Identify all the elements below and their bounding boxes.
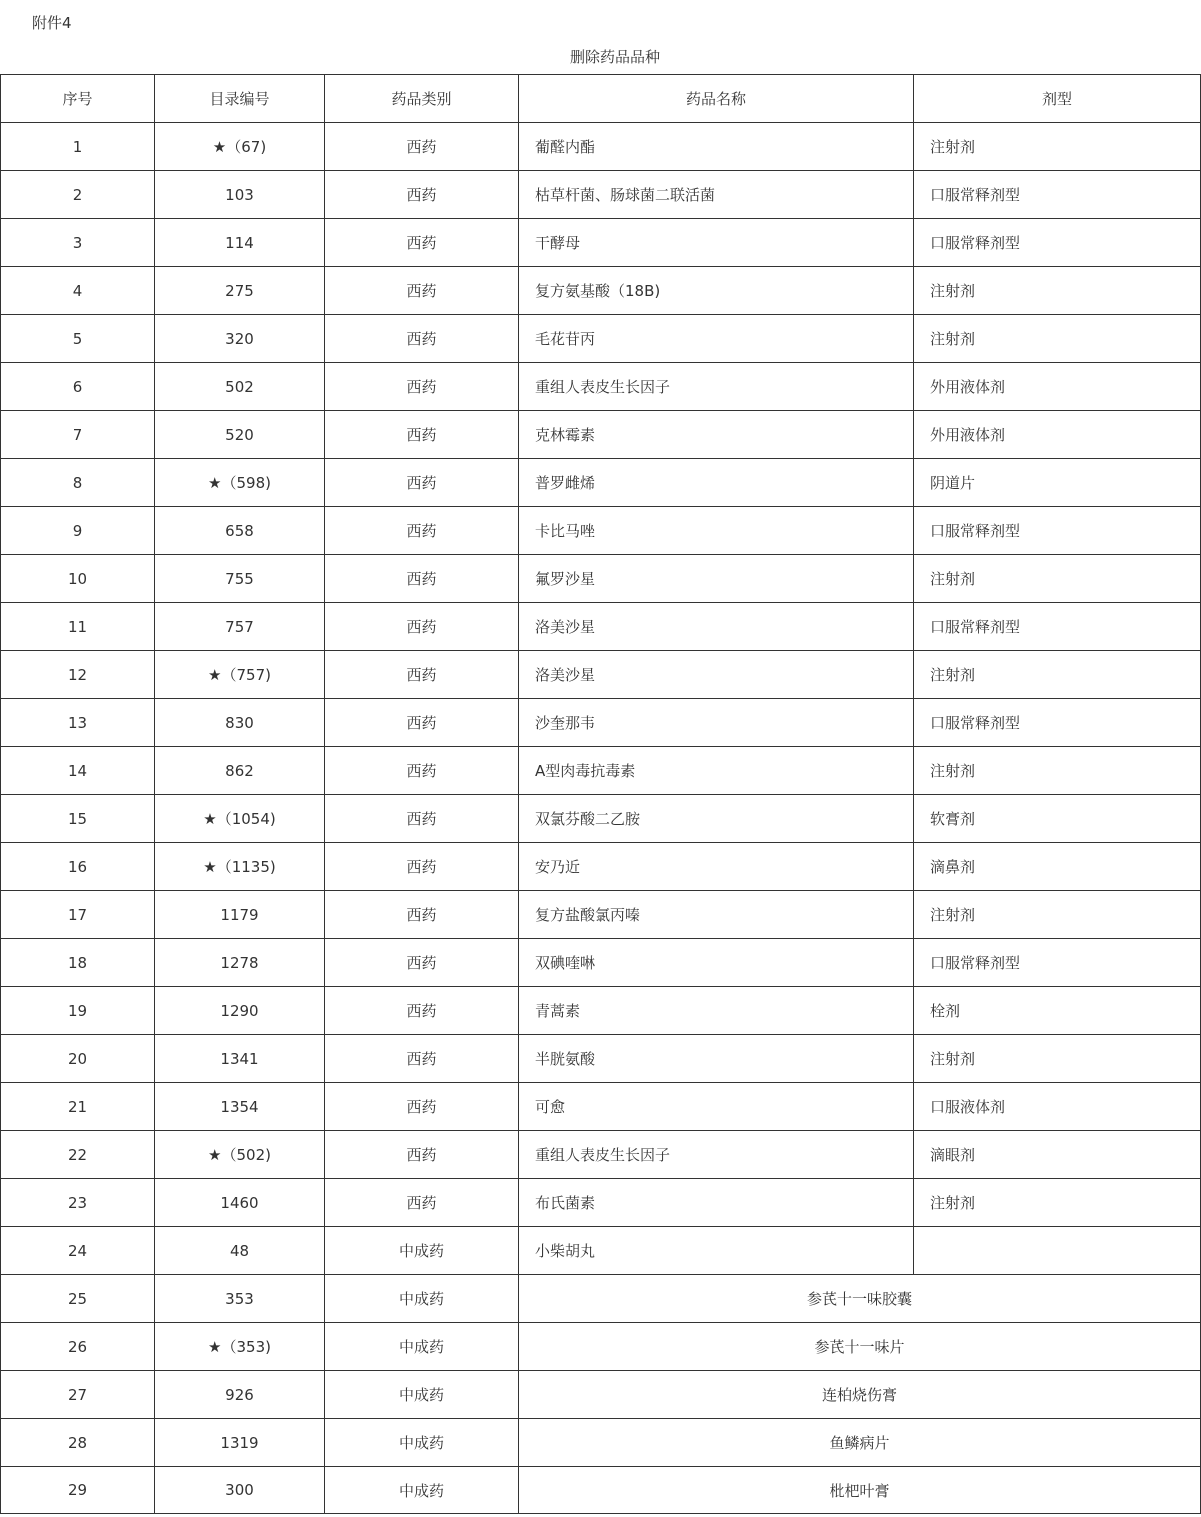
cell-drug-name: 鱼鳞病片 [519,1419,1201,1467]
header-catalog-number: 目录编号 [155,75,325,123]
table-row [1,219,1201,267]
cell-drug-name: 重组人表皮生长因子 [519,1131,914,1179]
cell-index: 13 [1,699,155,747]
cell-index: 24 [1,1227,155,1275]
cell-drug-category: 西药 [325,363,519,411]
cell-drug-category: 西药 [325,555,519,603]
cell-index: 21 [1,1083,155,1131]
cell-drug-name: 复方盐酸氯丙嗪 [519,891,914,939]
header-dosage-form: 剂型 [914,75,1201,123]
cell-drug-name: 克林霉素 [519,411,914,459]
cell-index: 7 [1,411,155,459]
cell-drug-category: 西药 [325,123,519,171]
cell-drug-name: 双碘喹啉 [519,939,914,987]
cell-catalog-number: 48 [155,1227,325,1275]
table-body [1,123,1201,1514]
cell-dosage-form: 注射剂 [914,315,1201,363]
cell-dosage-form: 注射剂 [914,891,1201,939]
cell-dosage-form: 口服常释剂型 [914,699,1201,747]
cell-drug-name: 枇杷叶膏 [519,1467,1201,1514]
cell-dosage-form: 口服液体剂 [914,1083,1201,1131]
cell-drug-name: 干酵母 [519,219,914,267]
cell-dosage-form: 滴鼻剂 [914,843,1201,891]
cell-drug-name: 参芪十一味片 [519,1323,1201,1371]
cell-index: 12 [1,651,155,699]
cell-index: 28 [1,1419,155,1467]
cell-catalog-number: 353 [155,1275,325,1323]
cell-drug-name: 半胱氨酸 [519,1035,914,1083]
cell-drug-category: 西药 [325,795,519,843]
table-row [1,1275,1201,1323]
table-row [1,747,1201,795]
cell-index: 8 [1,459,155,507]
cell-dosage-form: 注射剂 [914,1179,1201,1227]
cell-catalog-number: 658 [155,507,325,555]
cell-dosage-form: 口服常释剂型 [914,603,1201,651]
cell-drug-name: 葡醛内酯 [519,123,914,171]
cell-drug-name: A型肉毒抗毒素 [519,747,914,795]
drug-table [0,74,1201,1514]
cell-catalog-number: 103 [155,171,325,219]
cell-index: 4 [1,267,155,315]
cell-drug-category: 西药 [325,507,519,555]
cell-drug-category: 西药 [325,651,519,699]
cell-index: 3 [1,219,155,267]
cell-drug-name: 青蒿素 [519,987,914,1035]
cell-dosage-form: 栓剂 [914,987,1201,1035]
cell-index: 18 [1,939,155,987]
cell-drug-category: 中成药 [325,1419,519,1467]
cell-catalog-number: 1290 [155,987,325,1035]
table-row [1,123,1201,171]
cell-drug-name: 普罗雌烯 [519,459,914,507]
cell-drug-name: 毛花苷丙 [519,315,914,363]
cell-drug-category: 西药 [325,219,519,267]
cell-dosage-form [914,1227,1201,1275]
table-row [1,1419,1201,1467]
table-row [1,1083,1201,1131]
cell-index: 17 [1,891,155,939]
cell-dosage-form: 口服常释剂型 [914,219,1201,267]
cell-drug-name: 沙奎那韦 [519,699,914,747]
table-row [1,267,1201,315]
cell-index: 23 [1,1179,155,1227]
cell-index: 25 [1,1275,155,1323]
table-row [1,1323,1201,1371]
cell-drug-name: 卡比马唑 [519,507,914,555]
cell-drug-name: 安乃近 [519,843,914,891]
table-title: 删除药品品种 [569,48,660,66]
cell-index: 14 [1,747,155,795]
cell-catalog-number: ★（1135) [155,843,325,891]
cell-dosage-form: 注射剂 [914,651,1201,699]
cell-index: 10 [1,555,155,603]
cell-catalog-number: ★（1054) [155,795,325,843]
cell-catalog-number: 1319 [155,1419,325,1467]
cell-drug-category: 西药 [325,843,519,891]
table-row [1,699,1201,747]
cell-catalog-number: 755 [155,555,325,603]
cell-drug-name: 参芪十一味胶囊 [519,1275,1201,1323]
cell-drug-name: 枯草杆菌、肠球菌二联活菌 [519,171,914,219]
cell-dosage-form: 滴眼剂 [914,1131,1201,1179]
cell-drug-name: 可愈 [519,1083,914,1131]
cell-index: 5 [1,315,155,363]
cell-catalog-number: 926 [155,1371,325,1419]
cell-catalog-number: 275 [155,267,325,315]
cell-index: 20 [1,1035,155,1083]
cell-drug-category: 西药 [325,1131,519,1179]
cell-dosage-form: 口服常释剂型 [914,939,1201,987]
cell-dosage-form: 注射剂 [914,747,1201,795]
cell-drug-category: 西药 [325,267,519,315]
table-row [1,891,1201,939]
cell-drug-category: 西药 [325,459,519,507]
table-row [1,507,1201,555]
cell-index: 11 [1,603,155,651]
table-header-row [1,75,1201,123]
cell-drug-name: 连柏烧伤膏 [519,1371,1201,1419]
cell-index: 27 [1,1371,155,1419]
cell-drug-category: 西药 [325,939,519,987]
table-row [1,459,1201,507]
cell-catalog-number: 757 [155,603,325,651]
cell-drug-category: 西药 [325,699,519,747]
table-row [1,1131,1201,1179]
cell-index: 22 [1,1131,155,1179]
cell-dosage-form: 外用液体剂 [914,363,1201,411]
cell-dosage-form: 注射剂 [914,123,1201,171]
cell-index: 2 [1,171,155,219]
cell-drug-name: 洛美沙星 [519,603,914,651]
cell-catalog-number: 1460 [155,1179,325,1227]
cell-drug-category: 西药 [325,1179,519,1227]
cell-catalog-number: 862 [155,747,325,795]
cell-drug-category: 中成药 [325,1323,519,1371]
cell-drug-name: 小柴胡丸 [519,1227,914,1275]
table-row [1,603,1201,651]
table-row [1,987,1201,1035]
cell-drug-category: 西药 [325,603,519,651]
table-row [1,795,1201,843]
cell-catalog-number: 300 [155,1467,325,1514]
table-row [1,1467,1201,1514]
cell-drug-category: 西药 [325,747,519,795]
cell-dosage-form: 口服常释剂型 [914,171,1201,219]
cell-catalog-number: 1354 [155,1083,325,1131]
cell-drug-category: 西药 [325,1083,519,1131]
cell-index: 19 [1,987,155,1035]
table-row [1,939,1201,987]
cell-dosage-form: 注射剂 [914,1035,1201,1083]
cell-drug-name: 洛美沙星 [519,651,914,699]
table-row [1,651,1201,699]
cell-catalog-number: 830 [155,699,325,747]
cell-drug-category: 中成药 [325,1227,519,1275]
cell-catalog-number: ★（353) [155,1323,325,1371]
cell-catalog-number: 114 [155,219,325,267]
cell-dosage-form: 软膏剂 [914,795,1201,843]
table-row [1,411,1201,459]
cell-index: 16 [1,843,155,891]
cell-drug-category: 中成药 [325,1467,519,1514]
cell-dosage-form: 口服常释剂型 [914,507,1201,555]
cell-drug-category: 西药 [325,315,519,363]
table-row [1,1179,1201,1227]
header-drug-category: 药品类别 [325,75,519,123]
cell-drug-category: 西药 [325,1035,519,1083]
table-row [1,1035,1201,1083]
cell-drug-name: 重组人表皮生长因子 [519,363,914,411]
cell-catalog-number: 502 [155,363,325,411]
cell-dosage-form: 外用液体剂 [914,411,1201,459]
cell-drug-name: 双氯芬酸二乙胺 [519,795,914,843]
cell-drug-name: 复方氨基酸（18B) [519,267,914,315]
table-row [1,1371,1201,1419]
cell-dosage-form: 阴道片 [914,459,1201,507]
cell-drug-category: 西药 [325,987,519,1035]
cell-drug-category: 中成药 [325,1371,519,1419]
cell-index: 9 [1,507,155,555]
table-row [1,315,1201,363]
cell-index: 15 [1,795,155,843]
cell-catalog-number: 520 [155,411,325,459]
cell-catalog-number: ★（67) [155,123,325,171]
cell-catalog-number: ★（757) [155,651,325,699]
cell-drug-category: 西药 [325,891,519,939]
table-row [1,1227,1201,1275]
cell-drug-category: 西药 [325,411,519,459]
table-row [1,843,1201,891]
cell-drug-name: 氟罗沙星 [519,555,914,603]
cell-drug-category: 西药 [325,171,519,219]
cell-index: 29 [1,1467,155,1514]
header-index: 序号 [1,75,155,123]
table-row [1,555,1201,603]
cell-catalog-number: 1179 [155,891,325,939]
cell-catalog-number: 320 [155,315,325,363]
cell-dosage-form: 注射剂 [914,267,1201,315]
cell-drug-category: 中成药 [325,1275,519,1323]
cell-index: 26 [1,1323,155,1371]
cell-drug-name: 布氏菌素 [519,1179,914,1227]
cell-dosage-form: 注射剂 [914,555,1201,603]
cell-catalog-number: 1278 [155,939,325,987]
cell-index: 1 [1,123,155,171]
table-row [1,363,1201,411]
cell-catalog-number: ★（598) [155,459,325,507]
cell-index: 6 [1,363,155,411]
cell-catalog-number: ★（502) [155,1131,325,1179]
table-row [1,171,1201,219]
attachment-label: 附件4 [32,14,72,32]
header-drug-name: 药品名称 [519,75,914,123]
cell-catalog-number: 1341 [155,1035,325,1083]
